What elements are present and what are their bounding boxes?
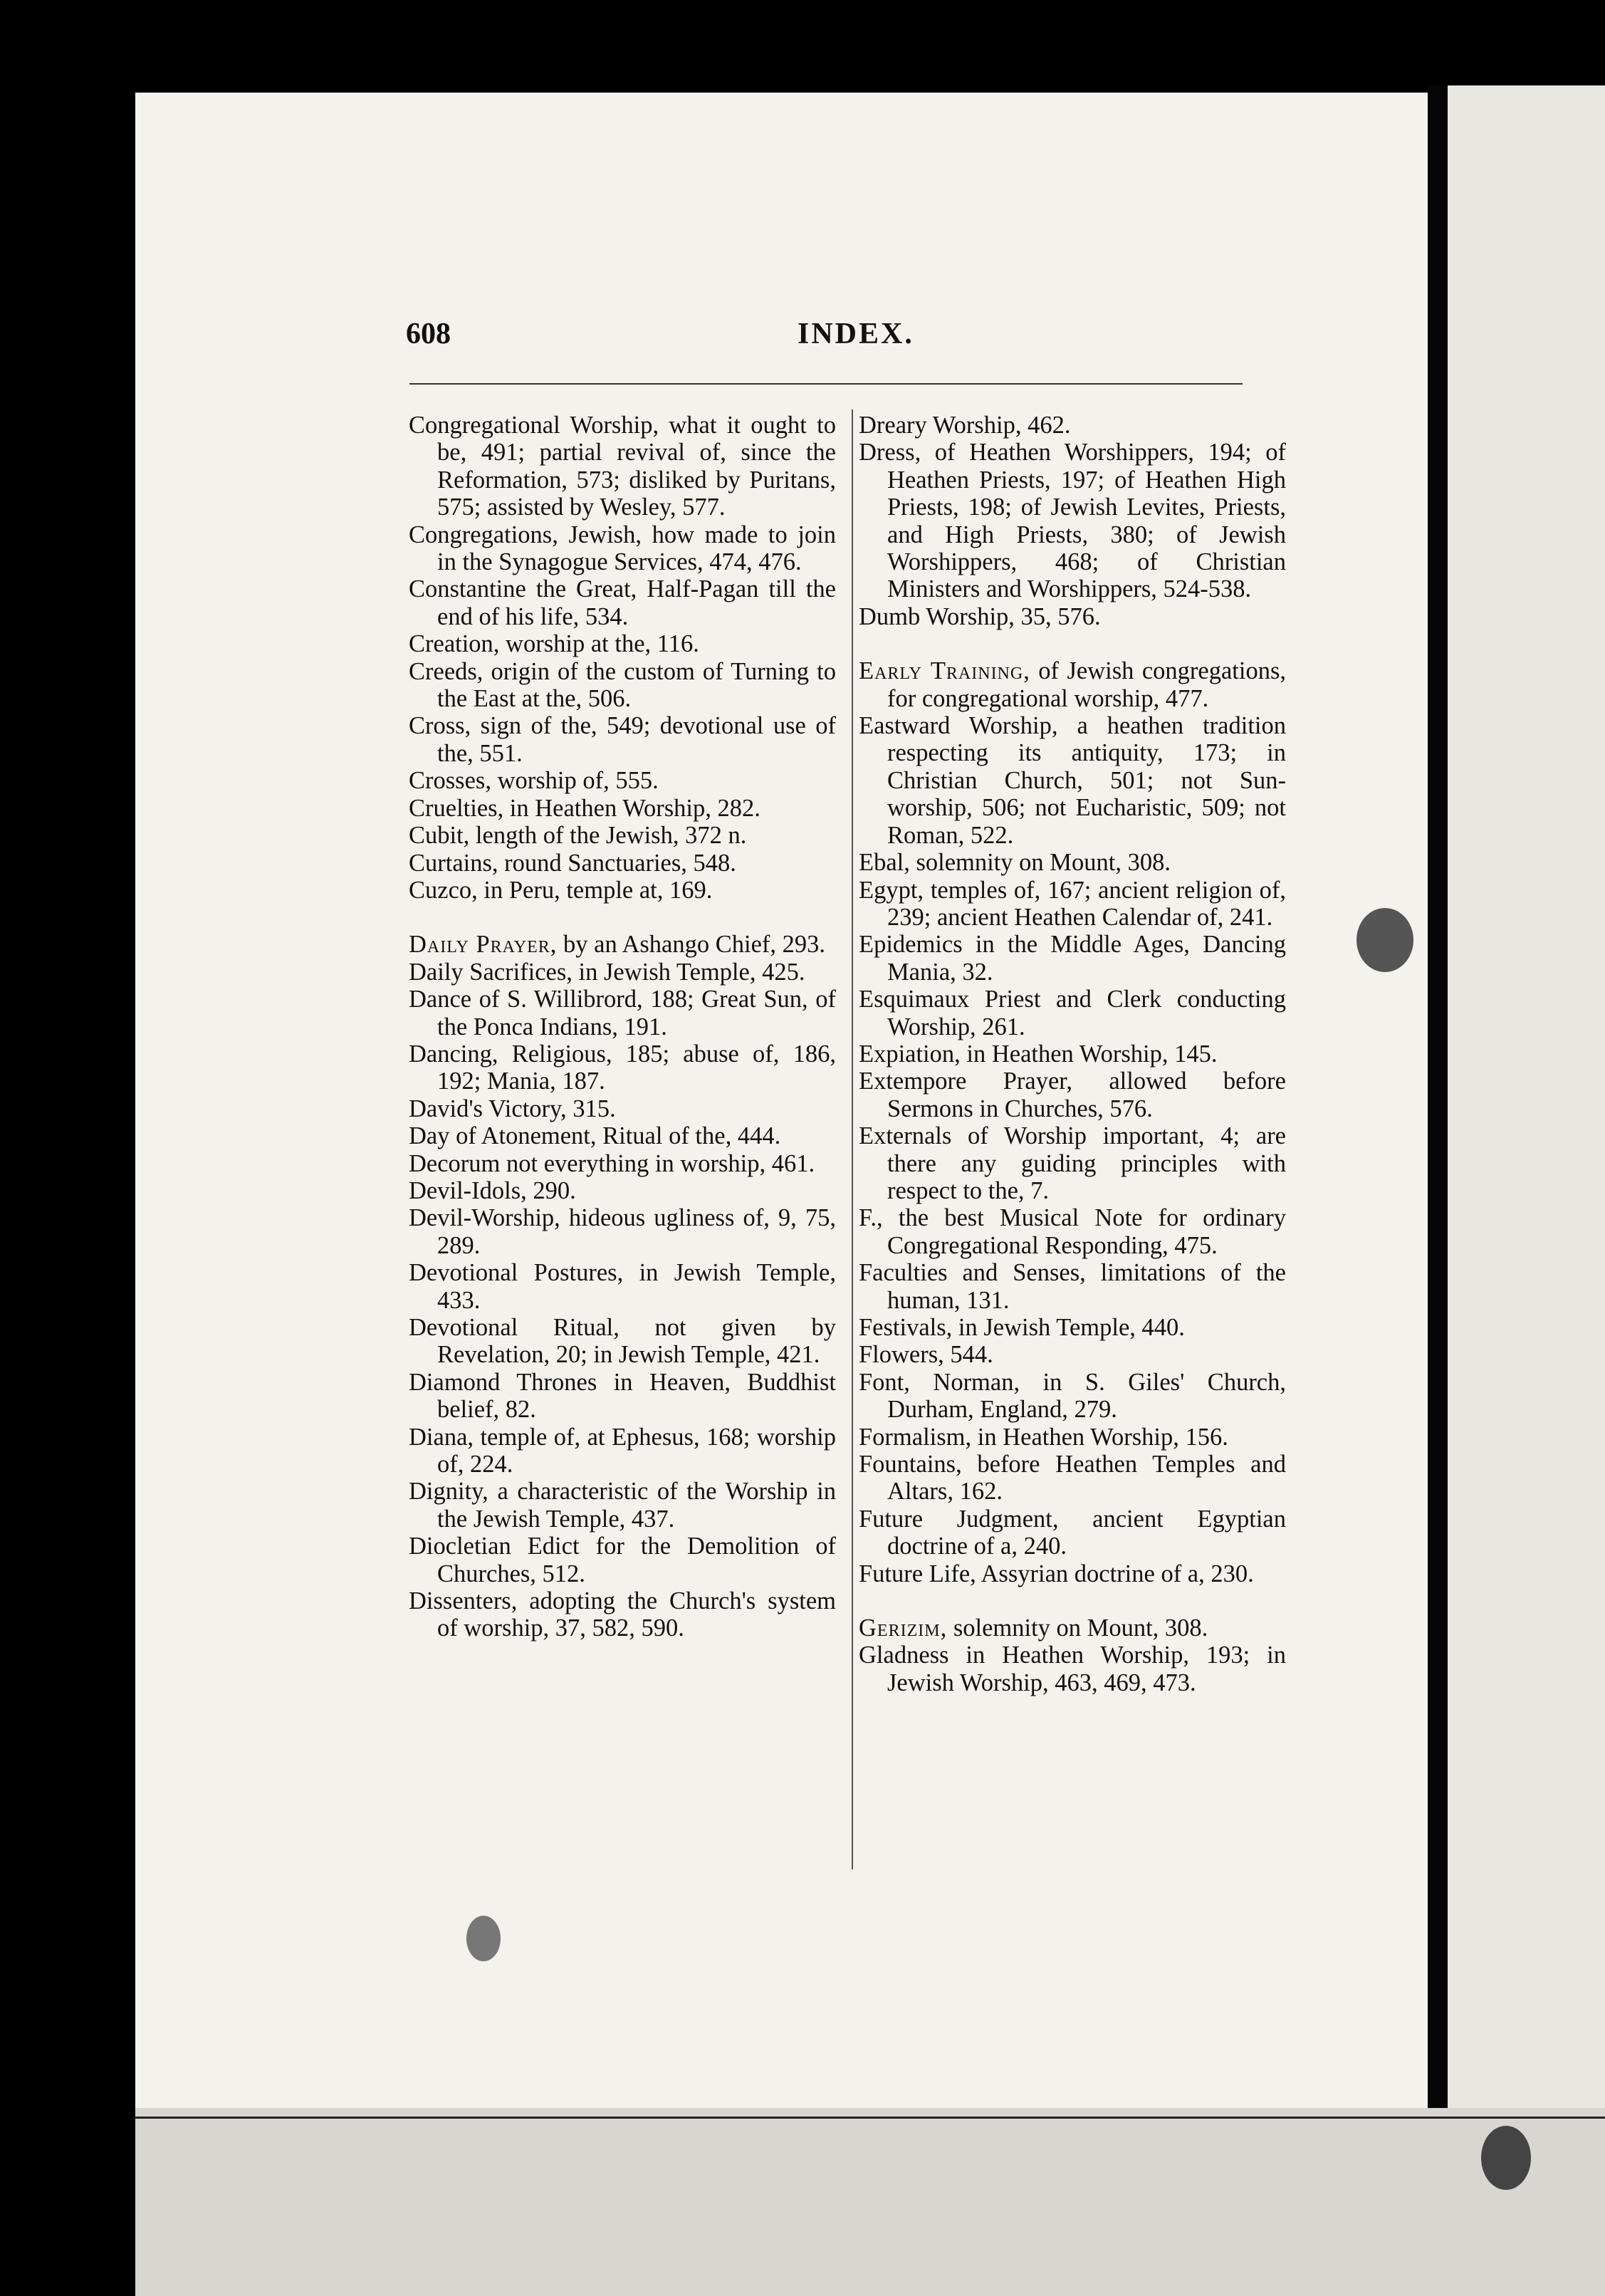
index-entry-text: Future Judgment, ancient Egyptian doctrine of a, 240. <box>859 1505 1286 1560</box>
index-entry-text: Eastward Worship, a heathen tradition respecting its antiquity, 173; in Christian Church, 501; not Sun-worship, 506; not Eucharistic, 509; not Roman, 522. <box>859 712 1286 849</box>
index-entry-text: Creation, worship at the, 116. <box>409 630 699 658</box>
index-entry <box>409 1040 836 1095</box>
index-entry-text: Dance of S. Willibrord, 188; Great Sun, of the Ponca Indians, 191. <box>409 986 836 1040</box>
index-letter-head: Gerizim, <box>859 1614 948 1642</box>
index-entry <box>859 1424 1286 1451</box>
scan-bottom-margin <box>135 2108 1605 2296</box>
index-entry-text: Day of Atonement, Ritual of the, 444. <box>409 1122 781 1150</box>
index-entry <box>859 1314 1286 1341</box>
index-entry-text: Font, Norman, in S. Giles' Church, Durham, England, 279. <box>859 1368 1286 1424</box>
index-entry <box>859 1040 1286 1068</box>
index-entry-text: Egypt, temples of, 167; ancient religion of, 239; ancient Heathen Calendar of, 241. <box>859 876 1286 931</box>
index-entry <box>409 1424 836 1478</box>
index-entry <box>409 959 836 986</box>
index-entry-text: Cruelties, in Heathen Worship, 282. <box>409 794 760 822</box>
index-entry <box>409 1533 836 1587</box>
index-entry-text: David's Victory, 315. <box>409 1095 616 1122</box>
index-entry <box>859 412 1286 439</box>
index-column-left <box>409 412 836 1642</box>
index-entry <box>859 657 1286 712</box>
index-entry <box>859 1068 1286 1122</box>
index-letter-head: Daily Prayer, <box>409 931 558 959</box>
index-entry-text: Cuzco, in Peru, temple at, 169. <box>409 876 713 904</box>
index-entry-text: Dress, of Heathen Worshippers, 194; of Heathen Priests, 197; of Heathen High Priests, 198; of Jewish Levites, Priests, and High Priests, 380; of Jewish Worshippers, 468; of Christian Ministers and Worshippers, 524-538. <box>859 439 1286 603</box>
index-entry-text: Devil-Idols, 290. <box>409 1176 576 1204</box>
index-entry <box>859 1204 1286 1259</box>
index-entry <box>859 986 1286 1040</box>
index-entry-text: Creeds, origin of the custom of Turning to the East at the, 506. <box>409 657 836 713</box>
index-entry <box>409 658 836 713</box>
index-entry-text: Diocletian Edict for the Demolition of Churches, 512. <box>409 1533 836 1587</box>
index-entry <box>409 877 836 904</box>
index-entry-text: Devotional Ritual, not given by Revelation, 20; in Jewish Temple, 421. <box>409 1314 836 1369</box>
index-entry-text: Devotional Postures, in Jewish Temple, 433. <box>409 1259 836 1314</box>
index-entry-text: Crosses, worship of, 555. <box>409 767 659 795</box>
index-entry-text: Dreary Worship, 462. <box>859 412 1071 439</box>
page-number: 608 <box>406 318 451 350</box>
index-entry <box>859 1122 1286 1204</box>
index-letter-head: Early Training, <box>859 657 1030 685</box>
index-entry-text: Future Life, Assyrian doctrine of a, 230. <box>859 1560 1254 1587</box>
index-entry-text: Gladness in Heathen Worship, 193; in Jewish Worship, 463, 469, 473. <box>859 1642 1286 1696</box>
index-entry <box>409 767 836 794</box>
index-entry-text: Ebal, solemnity on Mount, 308. <box>859 849 1171 877</box>
index-entry <box>409 822 836 849</box>
index-entry <box>859 1506 1286 1560</box>
index-entry-text: Constantine the Great, Half-Pagan till the end of his life, 534. <box>409 575 836 630</box>
index-entry-text: Externals of Worship important, 4; are there any guiding principles with respect to the, 7. <box>859 1122 1286 1204</box>
index-entry-text: Esquimaux Priest and Clerk conducting Worship, 261. <box>859 986 1286 1040</box>
index-entry <box>859 1451 1286 1506</box>
index-entry-text: Dignity, a characteristic of the Worship in the Jewish Temple, 437. <box>409 1478 836 1533</box>
index-entry-text: Festivals, in Jewish Temple, 440. <box>859 1314 1185 1341</box>
index-entry <box>409 1587 836 1642</box>
index-entry <box>409 630 836 657</box>
index-entry <box>409 1095 836 1122</box>
index-entry-text: F., the best Musical Note for ordinary Congregational Responding, 475. <box>859 1204 1286 1259</box>
index-entry-text: Congregational Worship, what it ought to be, 491; partial revival of, since the Reformation, 573; disliked by Puritans, 575; assisted by Wesley, 577. <box>409 412 836 521</box>
column-divider <box>852 409 853 1869</box>
index-entry-text: of Jewish congregations, for congregational worship, 477. <box>887 657 1286 712</box>
index-entry <box>409 1259 836 1314</box>
index-entry <box>409 1150 836 1177</box>
index-entry-text: Dumb Worship, 35, 576. <box>859 602 1101 630</box>
index-entry-text: by an Ashango Chief, 293. <box>557 931 825 959</box>
index-entry <box>409 931 836 958</box>
running-head: INDEX. <box>798 318 914 350</box>
index-entry <box>409 521 836 576</box>
header-rule <box>409 383 1243 385</box>
index-column-right <box>859 412 1286 1696</box>
index-entry <box>409 850 836 877</box>
index-entry <box>409 712 836 767</box>
index-entry-text: Fountains, before Heathen Temples and Altars, 162. <box>859 1451 1286 1506</box>
index-entry-text: Epidemics in the Middle Ages, Dancing Mania, 32. <box>859 931 1286 986</box>
index-entry-text: solemnity on Mount, 308. <box>947 1614 1208 1642</box>
index-entry <box>409 575 836 630</box>
index-entry-text: Cross, sign of the, 549; devotional use of the, 551. <box>409 712 836 767</box>
index-entry-text: Decorum not everything in worship, 461. <box>409 1149 815 1177</box>
index-entry-text: Dancing, Religious, 185; abuse of, 186, 192; Mania, 187. <box>409 1040 836 1095</box>
index-entry-text: Formalism, in Heathen Worship, 156. <box>859 1423 1228 1451</box>
index-entry <box>409 1478 836 1533</box>
index-entry-text: Diana, temple of, at Ephesus, 168; worship of, 224. <box>409 1423 836 1478</box>
book-spine <box>1428 85 1448 2222</box>
index-entry <box>409 1204 836 1259</box>
index-entry <box>409 1314 836 1369</box>
index-entry-text: Expiation, in Heathen Worship, 145. <box>859 1040 1218 1068</box>
index-entry <box>859 931 1286 986</box>
ink-blot <box>1356 908 1413 972</box>
index-entry <box>859 877 1286 932</box>
index-entry <box>859 1642 1286 1696</box>
index-entry-text: Diamond Thrones in Heaven, Buddhist belief, 82. <box>409 1368 836 1424</box>
index-entry-text: Dissenters, adopting the Church's system of worship, 37, 582, 590. <box>409 1587 836 1642</box>
index-entry <box>409 1177 836 1204</box>
index-entry <box>859 849 1286 876</box>
index-entry-text: Daily Sacrifices, in Jewish Temple, 425. <box>409 958 805 986</box>
index-entry <box>409 795 836 822</box>
index-entry <box>859 712 1286 849</box>
index-entry <box>859 1614 1286 1642</box>
index-entry <box>859 1341 1286 1368</box>
index-entry-text: Faculties and Senses, limitations of the human, 131. <box>859 1259 1286 1314</box>
index-entry-text: Devil-Worship, hideous ugliness of, 9, 75, 289. <box>409 1204 836 1259</box>
facing-page-edge <box>1448 85 1605 2222</box>
index-entry <box>859 439 1286 602</box>
index-entry-text: Extempore Prayer, allowed before Sermons in Churches, 576. <box>859 1068 1286 1122</box>
index-entry <box>859 1560 1286 1587</box>
index-entry <box>859 1369 1286 1424</box>
ink-blot <box>1481 2126 1531 2190</box>
index-entry-text: Curtains, round Sanctuaries, 548. <box>409 849 736 877</box>
ink-blot <box>466 1916 501 1961</box>
index-entry <box>409 412 836 521</box>
index-entry <box>409 1369 836 1424</box>
index-entry <box>409 1122 836 1149</box>
index-entry-text: Congregations, Jewish, how made to join in the Synagogue Services, 474, 476. <box>409 521 836 576</box>
index-entry-text: Flowers, 544. <box>859 1341 993 1369</box>
page-header <box>406 317 1282 367</box>
index-entry-text: Cubit, length of the Jewish, 372 n. <box>409 822 747 850</box>
index-entry <box>859 603 1286 630</box>
index-entry <box>859 1259 1286 1314</box>
index-entry <box>409 986 836 1040</box>
